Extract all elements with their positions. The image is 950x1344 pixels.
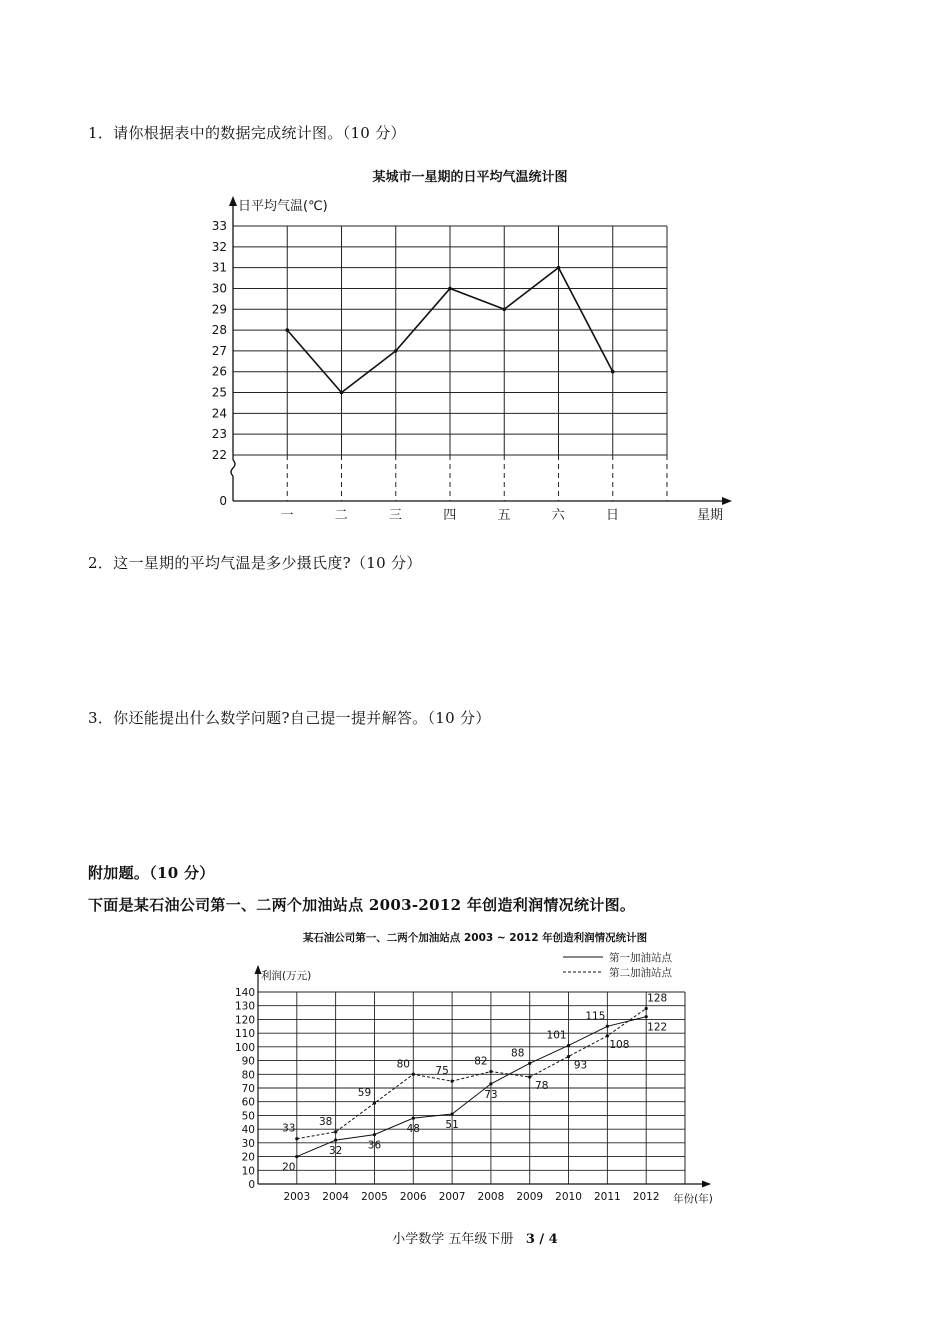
x-axis-label: 星期 <box>696 508 724 523</box>
data-point <box>295 1155 298 1158</box>
x-tick-label: 二 <box>334 508 348 523</box>
y-axis-label: 日平均气温(℃) <box>238 199 328 214</box>
y-tick-label: 40 <box>241 1124 255 1137</box>
y-tick-label: 30 <box>241 1137 255 1150</box>
y-tick-label: 60 <box>241 1096 255 1109</box>
x-tick-label: 2012 <box>632 1191 660 1203</box>
y-tick-label: 27 <box>211 343 227 358</box>
data-point <box>567 1044 570 1047</box>
data-point <box>611 370 615 374</box>
x-tick-label: 2009 <box>516 1191 544 1203</box>
data-label-station-1: 115 <box>585 1010 606 1023</box>
y-tick-label: 32 <box>211 239 227 254</box>
x-tick-label: 六 <box>551 508 565 523</box>
legend-label-station-1: 第一加油站点 <box>609 952 672 964</box>
data-point <box>645 1015 648 1018</box>
data-point <box>489 1070 492 1073</box>
data-label-station-2: 93 <box>573 1059 588 1072</box>
data-label-station-1: 51 <box>445 1119 459 1132</box>
x-tick-label: 2011 <box>593 1191 621 1203</box>
y-tick-label: 90 <box>241 1055 255 1068</box>
data-point <box>373 1133 376 1136</box>
y-axis-label: 利润(万元) <box>261 970 312 982</box>
data-point <box>373 1101 376 1104</box>
y-tick-label: 28 <box>211 323 227 338</box>
data-point <box>334 1139 337 1142</box>
x-tick-label: 2004 <box>322 1191 350 1203</box>
data-point <box>557 266 561 270</box>
y-tick-label: 33 <box>211 219 227 233</box>
data-point <box>450 1112 453 1115</box>
data-point <box>606 1034 609 1037</box>
y-tick-label: 50 <box>241 1110 255 1123</box>
x-axis-arrow <box>722 497 732 505</box>
y-tick-label: 24 <box>211 406 227 421</box>
question-3: 3．你还能提出什么数学问题?自己提一提并解答。（10 分） <box>88 709 491 727</box>
x-tick-label: 2010 <box>555 1191 582 1203</box>
x-tick-label: 三 <box>388 508 403 523</box>
footer-page-number: 3 / 4 <box>525 1232 558 1247</box>
y-axis-arrow <box>229 196 237 206</box>
x-tick-label: 四 <box>443 508 457 523</box>
y-tick-label: 100 <box>234 1041 255 1054</box>
x-tick-label: 2006 <box>399 1191 427 1203</box>
data-point <box>448 287 452 291</box>
data-label-station-1: 122 <box>647 1021 668 1034</box>
data-label-station-2: 128 <box>647 992 668 1005</box>
profit-line-chart <box>225 922 725 1212</box>
page-footer <box>0 1228 950 1247</box>
y-tick-label: 130 <box>234 1000 255 1013</box>
x-tick-label: 日 <box>605 508 620 523</box>
y-tick-label: 29 <box>211 302 227 317</box>
y-tick-label: 10 <box>241 1165 255 1178</box>
chart-title: 某石油公司第一、二两个加油站点 2003 ~ 2012 年创造利润情况统计图 <box>302 932 648 944</box>
y-tick-label: 120 <box>234 1014 255 1027</box>
x-tick-label: 2008 <box>477 1191 505 1203</box>
bonus-description: 下面是某石油公司第一、二两个加油站点 2003-2012 年创造利润情况统计图。 <box>88 896 636 914</box>
data-point <box>528 1062 531 1065</box>
y-tick-label: 80 <box>241 1069 255 1082</box>
data-point <box>567 1055 570 1058</box>
y-tick-label: 0 <box>219 494 227 508</box>
x-tick-label: 2005 <box>361 1191 388 1203</box>
x-tick-label: 2003 <box>283 1191 311 1203</box>
data-point <box>412 1073 415 1076</box>
data-point <box>285 328 289 332</box>
y-axis-break <box>231 460 235 476</box>
data-point <box>606 1025 609 1028</box>
y-tick-label: 110 <box>234 1028 255 1041</box>
x-axis-label: 年份(年) <box>673 1193 713 1205</box>
data-label-station-1: 36 <box>367 1139 382 1152</box>
data-point <box>340 391 344 395</box>
data-label-station-2: 33 <box>282 1122 296 1135</box>
y-tick-label: 22 <box>211 448 227 462</box>
data-label-station-1: 20 <box>282 1161 296 1174</box>
data-point <box>394 349 398 353</box>
question-1: 1．请你根据表中的数据完成统计图。（10 分） <box>88 124 406 142</box>
data-label-station-2: 80 <box>396 1058 410 1071</box>
x-tick-label: 一 <box>280 508 294 523</box>
y-tick-label: 70 <box>241 1083 255 1095</box>
y-tick-label: 0 <box>248 1179 255 1191</box>
series-line-station-2 <box>297 1008 646 1138</box>
footer-subject: 小学数学 五年级下册 <box>392 1232 514 1247</box>
question-2: 2．这一星期的平均气温是多少摄氏度?（10 分） <box>88 554 422 572</box>
temperature-line-chart <box>200 160 740 550</box>
y-tick-label: 25 <box>211 385 227 400</box>
series-line-station-1 <box>297 1017 646 1157</box>
y-tick-label: 140 <box>234 987 255 999</box>
y-tick-label: 30 <box>211 281 227 296</box>
y-tick-label: 26 <box>211 364 227 379</box>
bonus-title: 附加题。（10 分） <box>88 864 215 882</box>
x-tick-label: 2007 <box>438 1191 466 1203</box>
legend-label-station-2: 第二加油站点 <box>609 967 672 979</box>
y-tick-label: 20 <box>241 1151 255 1164</box>
data-point <box>502 307 506 311</box>
data-label-station-1: 88 <box>511 1047 525 1060</box>
chart-title: 某城市一星期的日平均气温统计图 <box>372 170 568 185</box>
data-label-station-1: 101 <box>546 1029 567 1042</box>
data-point <box>334 1130 337 1133</box>
data-label-station-2: 75 <box>435 1065 449 1078</box>
data-point <box>295 1137 298 1140</box>
data-label-station-1: 73 <box>484 1088 498 1101</box>
x-axis-arrow <box>702 1181 711 1188</box>
data-point <box>450 1080 453 1083</box>
data-label-station-2: 59 <box>357 1087 372 1100</box>
data-label-station-2: 78 <box>535 1080 549 1093</box>
data-label-station-2: 108 <box>609 1038 630 1051</box>
data-label-station-2: 82 <box>474 1055 488 1068</box>
data-point <box>528 1075 531 1078</box>
data-label-station-1: 48 <box>406 1123 420 1136</box>
y-tick-label: 31 <box>211 260 227 275</box>
data-label-station-2: 38 <box>318 1115 333 1128</box>
data-label-station-1: 32 <box>328 1145 343 1158</box>
data-point <box>489 1082 492 1085</box>
x-tick-label: 五 <box>497 508 511 523</box>
data-point <box>412 1117 415 1120</box>
data-point <box>645 1007 648 1010</box>
y-tick-label: 23 <box>211 427 227 442</box>
